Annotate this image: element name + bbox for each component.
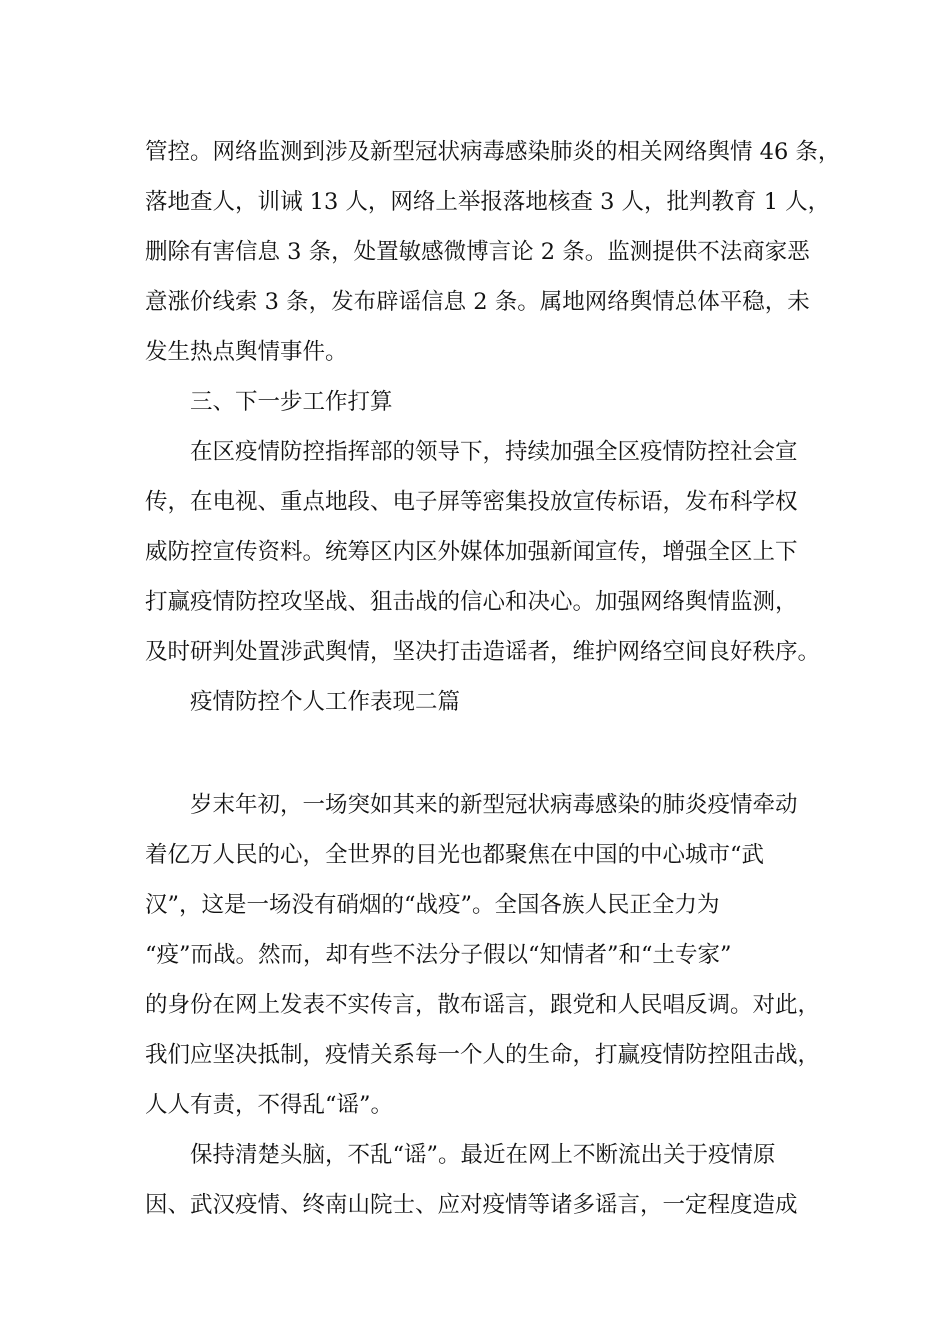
text-line: 人人有责，不得乱“谣”。 — [145, 1092, 394, 1118]
text-line: 传，在电视、重点地段、电子屏等密集投放宣传标语，发布科学权 — [145, 489, 798, 515]
text-line: 岁末年初，一场突如其来的新型冠状病毒感染的肺炎疫情牵动 — [190, 792, 798, 818]
text-line: 打赢疫情防控攻坚战、狙击战的信心和决心。加强网络舆情监测， — [145, 589, 798, 615]
text-line: 在区疫情防控指挥部的领导下，持续加强全区疫情防控社会宣 — [190, 439, 798, 465]
text-line: 因、武汉疫情、终南山院士、应对疫情等诸多谣言，一定程度造成 — [145, 1192, 798, 1218]
article-title: 疫情防控个人工作表现二篇 — [190, 689, 461, 715]
text-line: 我们应坚决抵制，疫情关系每一个人的生命，打赢疫情防控阻击战， — [145, 1042, 821, 1068]
text-line: 威防控宣传资料。统筹区内区外媒体加强新闻宣传，增强全区上下 — [145, 539, 798, 565]
text-line: 管控。网络监测到涉及新型冠状病毒感染肺炎的相关网络舆情 46 条， — [145, 139, 841, 165]
text-line: 落地查人，训诫 13 人，网络上举报落地核查 3 人，批判教育 1 人， — [145, 189, 831, 215]
text-line: 汉”，这是一场没有硝烟的“战疫”。全国各族人民正全力为 — [145, 892, 720, 918]
text-line: 删除有害信息 3 条，处置敏感微博言论 2 条。监测提供不法商家恶 — [145, 239, 810, 265]
text-line: 着亿万人民的心，全世界的目光也都聚焦在中国的中心城市“武 — [145, 842, 765, 868]
text-line: “疫”而战。然而，却有些不法分子假以“知情者”和“土专家” — [145, 942, 732, 968]
text-line: 发生热点舆情事件。 — [145, 339, 348, 365]
text-line: 及时研判处置涉武舆情，坚决打击造谣者，维护网络空间良好秩序。 — [145, 639, 821, 665]
text-line: 保持清楚头脑，不乱“谣”。最近在网上不断流出关于疫情原 — [190, 1142, 776, 1168]
text-line: 意涨价线索 3 条，发布辟谣信息 2 条。属地网络舆情总体平稳，未 — [145, 289, 810, 315]
text-line: 的身份在网上发表不实传言，散布谣言，跟党和人民唱反调。对此， — [145, 992, 821, 1018]
section-heading: 三、下一步工作打算 — [190, 389, 393, 415]
